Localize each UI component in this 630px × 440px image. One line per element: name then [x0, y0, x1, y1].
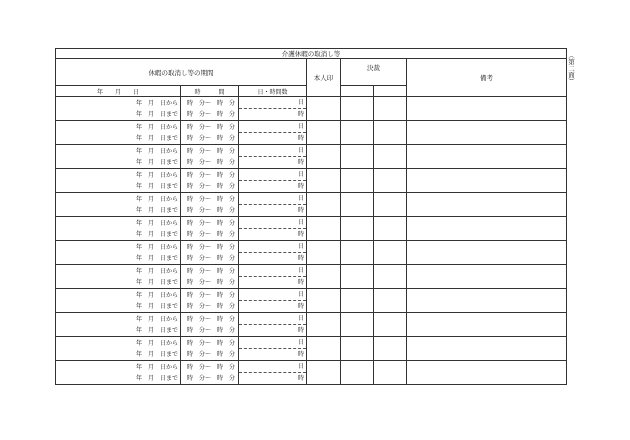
- hour-unit: 時: [297, 159, 304, 166]
- approval-cell-b[interactable]: [374, 217, 407, 241]
- date-range-cell[interactable]: [56, 145, 181, 169]
- date-from: 年 月 日から: [135, 147, 178, 155]
- day-unit: 日: [239, 97, 306, 109]
- day-unit: 日: [239, 361, 306, 373]
- remarks-cell[interactable]: [407, 217, 567, 241]
- approval-cell-b[interactable]: [374, 241, 407, 265]
- day-unit: 日: [239, 337, 306, 349]
- date-to: 年 月 日まで: [135, 206, 178, 214]
- remarks-cell[interactable]: [407, 361, 567, 385]
- date-range-cell[interactable]: [56, 361, 181, 385]
- date-to: 年 月 日まで: [135, 326, 178, 334]
- time-range-from: 時 分〜 時 分: [186, 363, 235, 371]
- table-row: [56, 289, 567, 313]
- leave-cancellation-table: [55, 48, 567, 385]
- time-range-cell[interactable]: [181, 361, 239, 385]
- remarks-cell[interactable]: [407, 289, 567, 313]
- days-hours-header: 日・時間数: [239, 86, 307, 97]
- date-range-cell[interactable]: [56, 217, 181, 241]
- time-range-to: 時 分〜 時 分: [186, 374, 235, 382]
- time-range-from: 時 分〜 時 分: [186, 171, 235, 179]
- approval-cell-a[interactable]: [341, 193, 374, 217]
- side-note: （第二面）: [567, 52, 575, 85]
- days-hours-cell[interactable]: [239, 313, 307, 337]
- hour-unit: 時: [297, 183, 304, 190]
- hour-unit: 時: [297, 111, 304, 118]
- approval-cell-a[interactable]: [341, 97, 374, 121]
- remarks-cell[interactable]: [407, 169, 567, 193]
- hour-unit: 時: [297, 351, 304, 358]
- date-from: 年 月 日から: [135, 243, 178, 251]
- days-hours-cell[interactable]: [239, 289, 307, 313]
- time-range-cell[interactable]: [181, 169, 239, 193]
- seal-cell[interactable]: [307, 361, 341, 385]
- time-range-to: 時 分〜 時 分: [186, 182, 235, 190]
- days-hours-cell[interactable]: [239, 337, 307, 361]
- seal-cell[interactable]: [307, 121, 341, 145]
- seal-cell[interactable]: [307, 97, 341, 121]
- remarks-cell[interactable]: [407, 265, 567, 289]
- seal-cell[interactable]: [307, 265, 341, 289]
- hour-unit: 時: [297, 255, 304, 262]
- period-rows: [56, 97, 567, 385]
- days-hours-cell[interactable]: [239, 241, 307, 265]
- date-to: 年 月 日まで: [135, 254, 178, 262]
- date-from: 年 月 日から: [135, 195, 178, 203]
- seal-cell[interactable]: [307, 241, 341, 265]
- remarks-header: 備考: [407, 59, 567, 97]
- table-row: [56, 97, 567, 121]
- time-range-from: 時 分〜 時 分: [186, 267, 235, 275]
- approval-cell-b[interactable]: [374, 121, 407, 145]
- time-range-from: 時 分〜 時 分: [186, 219, 235, 227]
- date-from: 年 月 日から: [135, 267, 178, 275]
- approval-cell-b[interactable]: [374, 313, 407, 337]
- date-range-cell[interactable]: [56, 121, 181, 145]
- seal-cell[interactable]: [307, 217, 341, 241]
- days-hours-cell[interactable]: [239, 97, 307, 121]
- time-range-from: 時 分〜 時 分: [186, 291, 235, 299]
- hour-unit: 時: [297, 231, 304, 238]
- time-range-cell[interactable]: [181, 241, 239, 265]
- hour-unit: 時: [297, 375, 304, 382]
- date-to: 年 月 日まで: [135, 278, 178, 286]
- date-range-cell[interactable]: [56, 193, 181, 217]
- day-unit: 日: [239, 121, 306, 133]
- day-unit: 日: [239, 289, 306, 301]
- time-range-cell[interactable]: [181, 121, 239, 145]
- approval-cell-b[interactable]: [374, 145, 407, 169]
- approval-cell-b[interactable]: [374, 265, 407, 289]
- time-range-cell[interactable]: [181, 289, 239, 313]
- approval-cell-2: [374, 86, 407, 97]
- approval-cell-a[interactable]: [341, 121, 374, 145]
- time-range-to: 時 分〜 時 分: [186, 206, 235, 214]
- time-range-cell[interactable]: [181, 217, 239, 241]
- approval-cell-a[interactable]: [341, 289, 374, 313]
- approval-cell-a[interactable]: [341, 145, 374, 169]
- date-header: 年 月 日: [56, 86, 181, 97]
- days-hours-cell[interactable]: [239, 361, 307, 385]
- time-range-from: 時 分〜 時 分: [186, 123, 235, 131]
- day-unit: 日: [239, 169, 306, 181]
- date-from: 年 月 日から: [135, 171, 178, 179]
- date-to: 年 月 日まで: [135, 134, 178, 142]
- time-range-from: 時 分〜 時 分: [186, 147, 235, 155]
- date-range-cell[interactable]: [56, 265, 181, 289]
- approval-cell-a[interactable]: [341, 169, 374, 193]
- remarks-cell[interactable]: [407, 241, 567, 265]
- days-hours-cell[interactable]: [239, 265, 307, 289]
- date-from: 年 月 日から: [135, 291, 178, 299]
- seal-cell[interactable]: [307, 289, 341, 313]
- approval-cell-b[interactable]: [374, 97, 407, 121]
- time-range-cell[interactable]: [181, 265, 239, 289]
- remarks-cell[interactable]: [407, 337, 567, 361]
- period-header: 休暇の取消し等の期間: [56, 59, 307, 86]
- date-from: 年 月 日から: [135, 339, 178, 347]
- table-row: [56, 193, 567, 217]
- time-range-cell[interactable]: [181, 193, 239, 217]
- approval-cell-1: [341, 86, 374, 97]
- date-from: 年 月 日から: [135, 219, 178, 227]
- time-range-to: 時 分〜 時 分: [186, 302, 235, 310]
- hour-unit: 時: [297, 327, 304, 334]
- approval-cell-a[interactable]: [341, 217, 374, 241]
- time-range-to: 時 分〜 時 分: [186, 110, 235, 118]
- time-range-to: 時 分〜 時 分: [186, 278, 235, 286]
- form-title: 介護休暇の取消し等: [56, 49, 567, 59]
- seal-cell[interactable]: [307, 193, 341, 217]
- date-range-cell[interactable]: [56, 97, 181, 121]
- approval-cell-a[interactable]: [341, 361, 374, 385]
- date-range-cell[interactable]: [56, 313, 181, 337]
- time-range-cell[interactable]: [181, 313, 239, 337]
- date-range-cell[interactable]: [56, 337, 181, 361]
- date-from: 年 月 日から: [135, 99, 178, 107]
- date-to: 年 月 日まで: [135, 230, 178, 238]
- remarks-cell[interactable]: [407, 97, 567, 121]
- day-unit: 日: [239, 265, 306, 277]
- approval-cell-a[interactable]: [341, 313, 374, 337]
- table-row: [56, 361, 567, 385]
- day-unit: 日: [239, 313, 306, 325]
- time-range-from: 時 分〜 時 分: [186, 195, 235, 203]
- table-row: [56, 217, 567, 241]
- hour-unit: 時: [297, 279, 304, 286]
- time-range-to: 時 分〜 時 分: [186, 158, 235, 166]
- date-to: 年 月 日まで: [135, 158, 178, 166]
- approval-cell-b[interactable]: [374, 169, 407, 193]
- time-range-to: 時 分〜 時 分: [186, 326, 235, 334]
- table-row: [56, 313, 567, 337]
- table-row: [56, 265, 567, 289]
- days-hours-cell[interactable]: [239, 169, 307, 193]
- time-range-to: 時 分〜 時 分: [186, 350, 235, 358]
- hour-unit: 時: [297, 303, 304, 310]
- days-hours-cell[interactable]: [239, 145, 307, 169]
- date-to: 年 月 日まで: [135, 302, 178, 310]
- approval-cell-b[interactable]: [374, 193, 407, 217]
- time-range-from: 時 分〜 時 分: [186, 243, 235, 251]
- days-hours-cell[interactable]: [239, 193, 307, 217]
- table-row: [56, 169, 567, 193]
- day-unit: 日: [239, 193, 306, 205]
- time-range-to: 時 分〜 時 分: [186, 134, 235, 142]
- time-range-cell[interactable]: [181, 145, 239, 169]
- hour-unit: 時: [297, 207, 304, 214]
- approval-cell-a[interactable]: [341, 337, 374, 361]
- time-range-to: 時 分〜 時 分: [186, 230, 235, 238]
- date-to: 年 月 日まで: [135, 350, 178, 358]
- approval-cell-a[interactable]: [341, 265, 374, 289]
- date-range-cell[interactable]: [56, 241, 181, 265]
- day-unit: 日: [239, 241, 306, 253]
- seal-cell[interactable]: [307, 337, 341, 361]
- date-from: 年 月 日から: [135, 315, 178, 323]
- remarks-cell[interactable]: [407, 193, 567, 217]
- table-row: [56, 121, 567, 145]
- days-hours-cell[interactable]: [239, 217, 307, 241]
- hour-unit: 時: [297, 135, 304, 142]
- time-range-from: 時 分〜 時 分: [186, 99, 235, 107]
- approval-cell-b[interactable]: [374, 337, 407, 361]
- day-unit: 日: [239, 145, 306, 157]
- days-hours-cell[interactable]: [239, 121, 307, 145]
- remarks-cell[interactable]: [407, 121, 567, 145]
- time-range-from: 時 分〜 時 分: [186, 339, 235, 347]
- time-range-from: 時 分〜 時 分: [186, 315, 235, 323]
- table-row: [56, 241, 567, 265]
- date-range-cell[interactable]: [56, 169, 181, 193]
- time-range-cell[interactable]: [181, 337, 239, 361]
- time-range-cell[interactable]: [181, 97, 239, 121]
- approval-cell-a[interactable]: [341, 241, 374, 265]
- date-range-cell[interactable]: [56, 289, 181, 313]
- date-to: 年 月 日まで: [135, 374, 178, 382]
- remarks-cell[interactable]: [407, 313, 567, 337]
- date-from: 年 月 日から: [135, 123, 178, 131]
- date-to: 年 月 日まで: [135, 110, 178, 118]
- seal-cell[interactable]: [307, 145, 341, 169]
- date-to: 年 月 日まで: [135, 182, 178, 190]
- seal-cell[interactable]: [307, 169, 341, 193]
- approval-cell-b[interactable]: [374, 361, 407, 385]
- remarks-cell[interactable]: [407, 145, 567, 169]
- approval-header: 決裁: [341, 59, 407, 86]
- table-row: [56, 337, 567, 361]
- time-range-to: 時 分〜 時 分: [186, 254, 235, 262]
- approval-cell-b[interactable]: [374, 289, 407, 313]
- seal-header: 本人印: [307, 59, 341, 97]
- date-from: 年 月 日から: [135, 363, 178, 371]
- table-row: [56, 145, 567, 169]
- time-header: 時 間: [181, 86, 239, 97]
- day-unit: 日: [239, 217, 306, 229]
- seal-cell[interactable]: [307, 313, 341, 337]
